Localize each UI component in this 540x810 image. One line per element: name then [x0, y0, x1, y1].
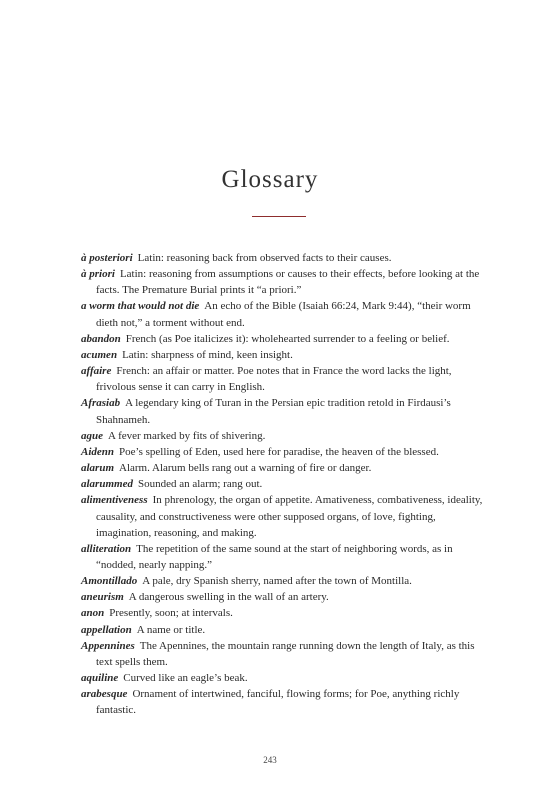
glossary-definition: Latin: reasoning from assumptions or causes to their effects, before looking at the facts. The Premature Burial prints it “a priori.” [96, 268, 480, 297]
glossary-entry [81, 331, 483, 347]
glossary-definition: Curved like an eagle’s beak. [123, 672, 248, 685]
glossary-term: arabesque [81, 688, 128, 701]
glossary-term: ague [81, 429, 103, 442]
glossary-entry [81, 670, 483, 686]
glossary-definition: A name or title. [136, 623, 206, 636]
glossary-definition: Latin: reasoning back from observed facts to their causes. [137, 252, 392, 264]
glossary-entry [81, 395, 483, 427]
glossary-definition: A dangerous swelling in the wall of an artery. [128, 591, 329, 604]
glossary-definition: The repetition of the same sound at the start of neighboring words, as in “nodded, nearly napping.” [96, 542, 453, 571]
glossary-term: Afrasiab [81, 397, 121, 410]
glossary-entry [81, 573, 483, 589]
glossary-term: acumen [81, 348, 118, 361]
glossary-term: aquiline [81, 672, 119, 685]
glossary-entry [81, 605, 483, 621]
glossary-definition: A pale, dry Spanish sherry, named after the town of Montilla. [142, 575, 412, 588]
glossary-entry [81, 589, 483, 605]
glossary-term: à posteriori [81, 252, 133, 264]
page-title: Glossary [221, 166, 319, 193]
glossary-entry [81, 428, 483, 444]
glossary-definition: Sounded an alarm; rang out. [137, 478, 263, 491]
glossary-definition: Latin: sharpness of mind, keen insight. [122, 348, 293, 361]
glossary-term: anon [81, 607, 105, 620]
glossary-term: alarum [81, 462, 115, 475]
glossary-list [81, 250, 483, 719]
glossary-entry [81, 444, 483, 460]
title-divider [252, 216, 306, 217]
glossary-term: Appennines [81, 639, 135, 652]
glossary-definition: The Apennines, the mountain range running down the length of Italy, as this text spells them. [96, 639, 475, 668]
page-number: 243 [263, 755, 277, 765]
glossary-entry [81, 492, 483, 540]
glossary-definition: French: an affair or matter. Poe notes that in France the word lacks the light, frivolous sense it can carry in English. [96, 365, 452, 394]
glossary-definition: In phrenology, the organ of appetite. Amativeness, combativeness, ideality, causality, and constructiveness were other supposed organs, of love, fighting, imagination, reasoning, and making. [96, 494, 483, 539]
glossary-definition: Alarm. Alarum bells rang out a warning of fire or danger. [119, 462, 372, 475]
glossary-definition: A fever marked by fits of shivering. [108, 429, 266, 442]
glossary-term: affaire [81, 365, 112, 378]
glossary-term: à priori [81, 268, 115, 281]
glossary-entry [81, 476, 483, 492]
glossary-definition: Poe’s spelling of Eden, used here for paradise, the heaven of the blessed. [119, 445, 439, 458]
glossary-entry [81, 266, 483, 298]
glossary-entry [81, 622, 483, 638]
glossary-term: appellation [81, 623, 132, 636]
glossary-entry [81, 347, 483, 363]
glossary-term: alliteration [81, 542, 132, 555]
glossary-term: a worm that would not die [81, 300, 200, 313]
glossary-definition: A legendary king of Turan in the Persian epic tradition retold in Firdausi’s Shahnameh. [96, 397, 451, 426]
glossary-entry [81, 250, 483, 266]
glossary-definition: Ornament of intertwined, fanciful, flowing forms; for Poe, anything richly fantastic. [96, 688, 460, 717]
glossary-term: alimentiveness [81, 494, 148, 507]
glossary-entry [81, 460, 483, 476]
glossary-definition: French (as Poe italicizes it): wholehearted surrender to a feeling or belief. [125, 332, 450, 345]
glossary-term: alarummed [81, 478, 133, 491]
glossary-term: aneurism [81, 591, 124, 604]
glossary-term: abandon [81, 332, 121, 345]
glossary-term: Amontillado [81, 575, 138, 588]
glossary-definition: An echo of the Bible (Isaiah 66:24, Mark 9:44), “their worm dieth not,” a torment without end. [96, 300, 471, 329]
glossary-entry [81, 541, 483, 573]
glossary-entry [81, 298, 483, 330]
glossary-term: Aidenn [81, 445, 115, 458]
glossary-entry [81, 686, 483, 718]
glossary-entry [81, 363, 483, 395]
glossary-entry [81, 638, 483, 670]
glossary-definition: Presently, soon; at intervals. [109, 607, 233, 620]
